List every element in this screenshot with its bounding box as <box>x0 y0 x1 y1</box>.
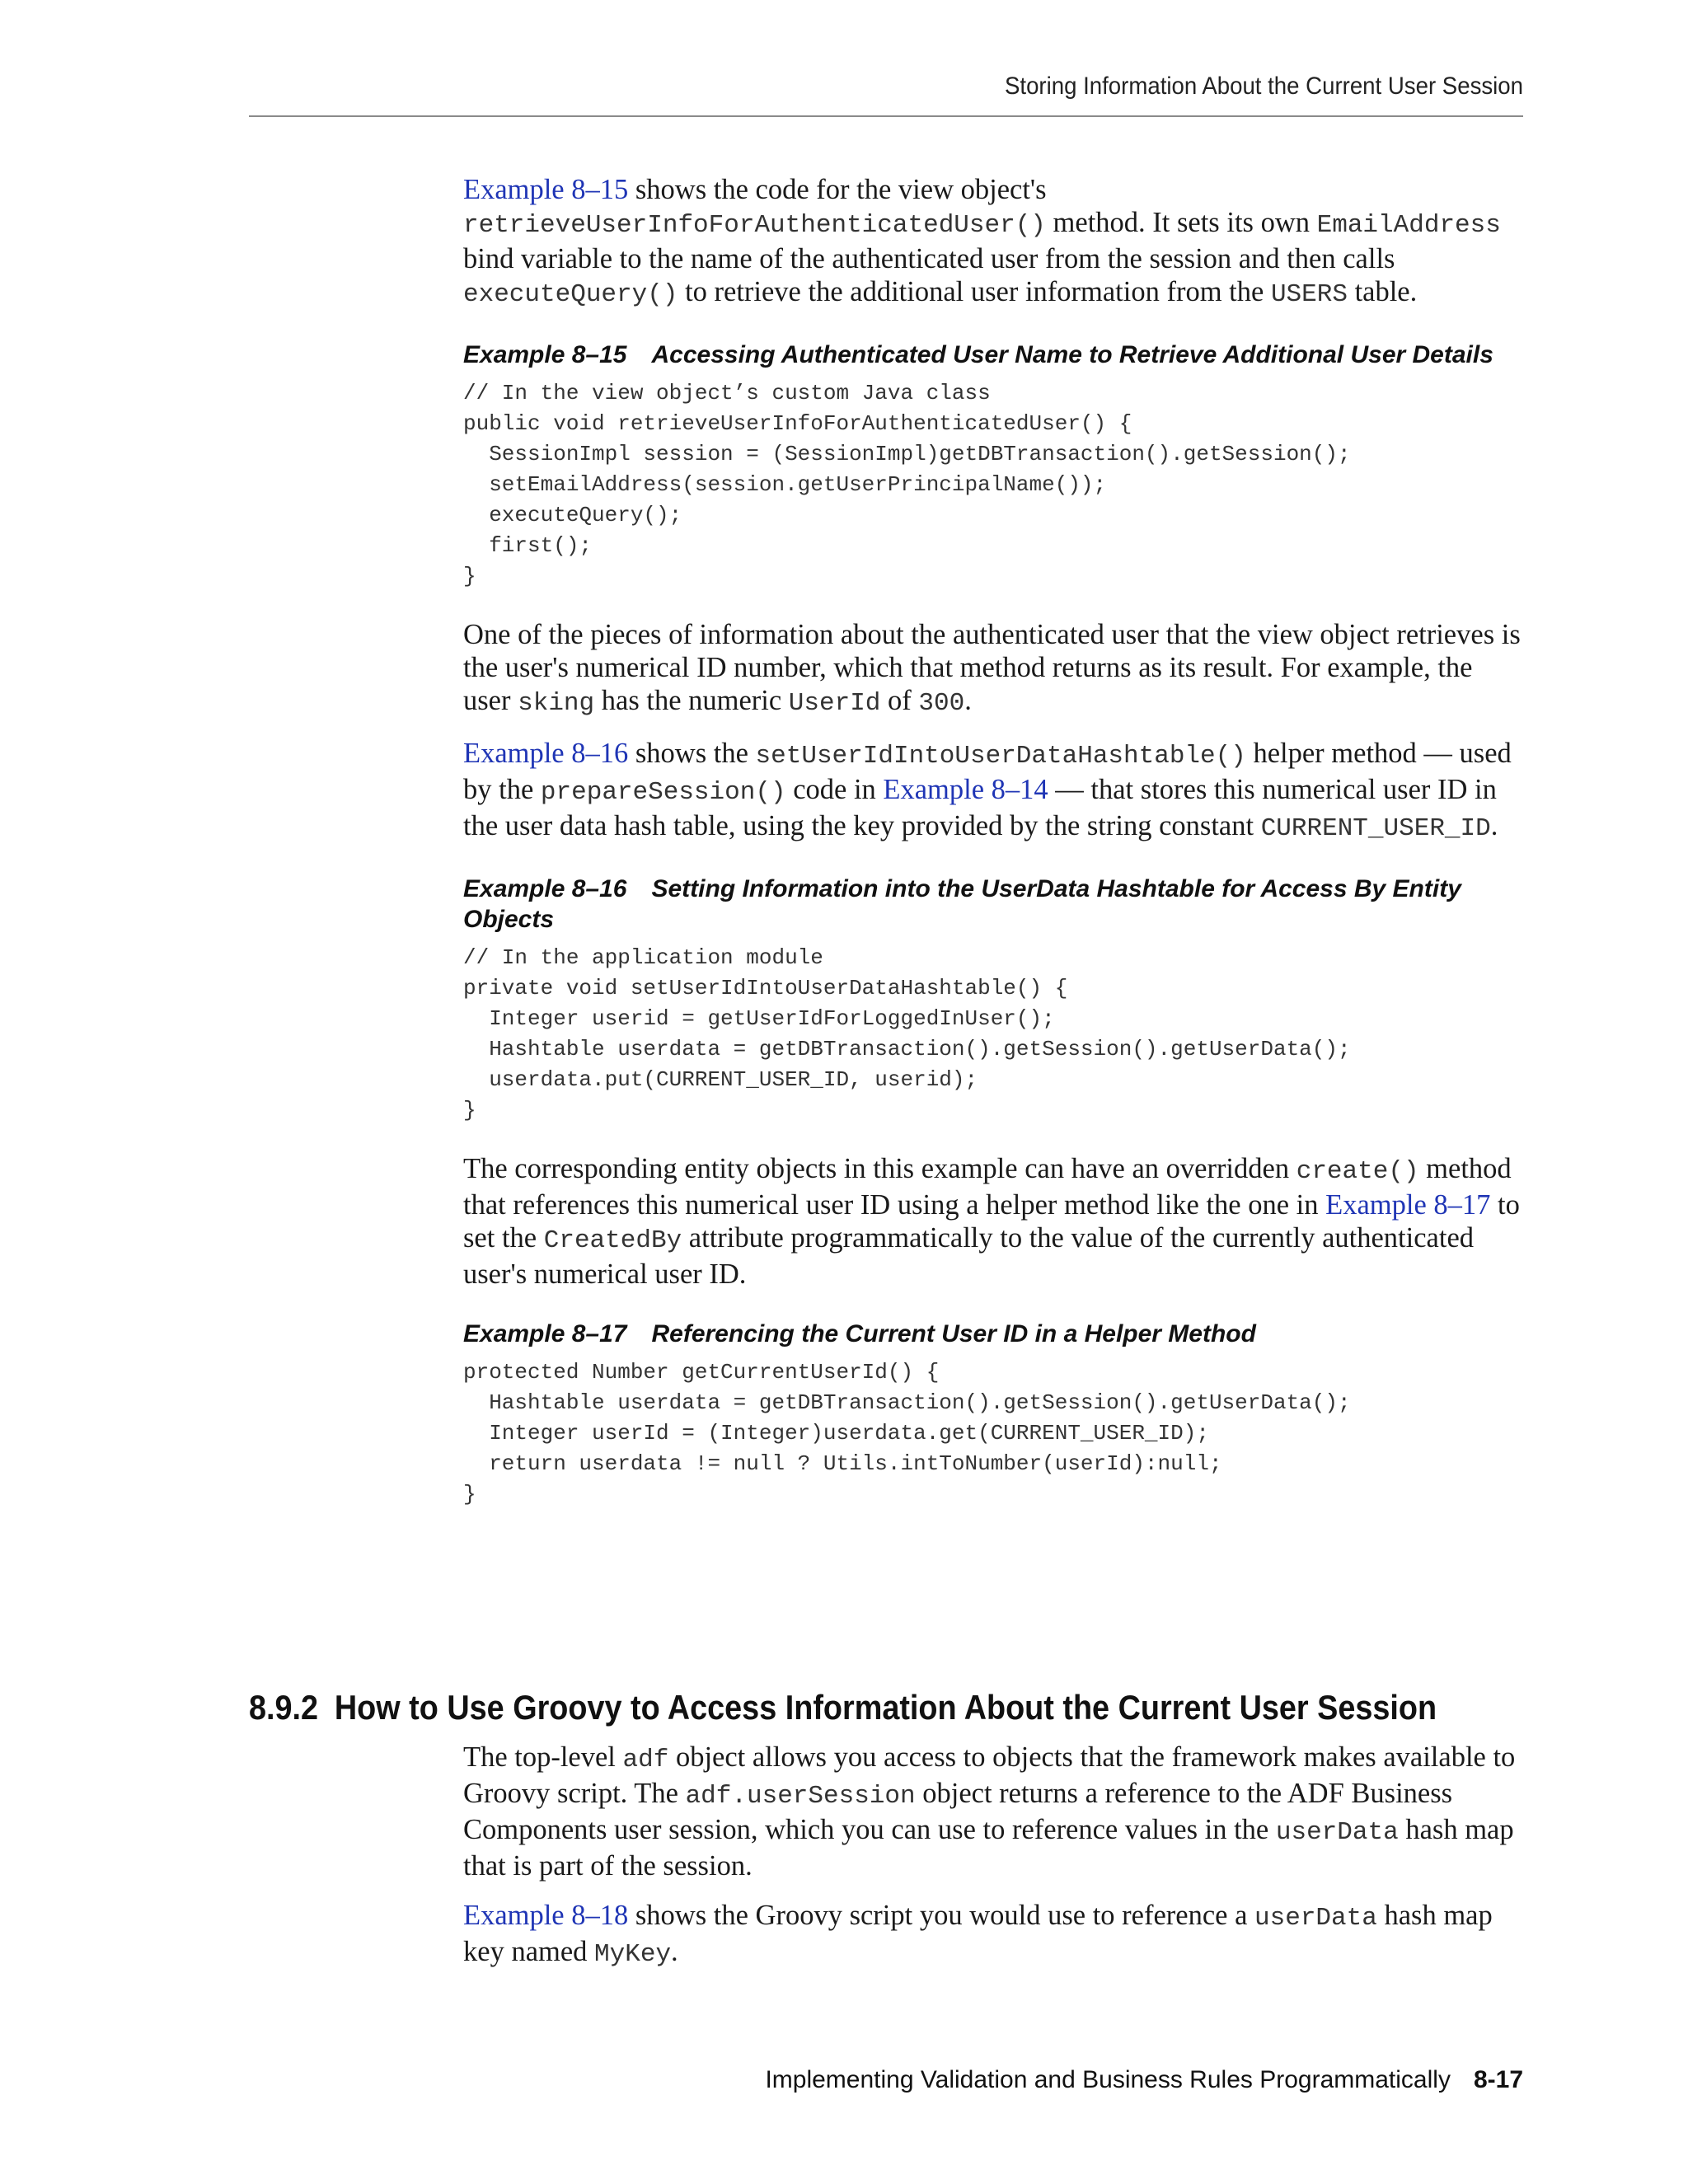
code-inline: userData <box>1275 1818 1399 1847</box>
text: code in <box>785 774 884 805</box>
code-inline: retrieveUserInfoForAuthenticatedUser() <box>463 211 1046 240</box>
link-example-8-17[interactable]: Example 8–17 <box>1325 1189 1491 1221</box>
section-content <box>463 1741 1526 1988</box>
header-divider <box>249 115 1523 117</box>
code-inline: CURRENT_USER_ID <box>1260 814 1491 843</box>
example-number: Example 8–15 <box>463 341 627 368</box>
section-heading <box>249 1688 1437 1727</box>
example-caption-8-16 <box>463 874 1526 935</box>
text: bind variable to the name of the authenticated user from the session and then calls <box>463 243 1395 274</box>
code-inline: adf <box>622 1746 669 1774</box>
code-block-8-17: protected Number getCurrentUserId() { Hashtable userdata = getDBTransaction().getSession().getUserData(); Integer userId = (Integer)userdata.get(CURRENT_USER_ID); return userdata != null ? Utils.intToNumber(userId):null; } <box>463 1360 1351 1507</box>
section-number: 8.9.2 <box>249 1688 319 1727</box>
text: object allows you access to objects that the framework makes available to Groovy script. The <box>463 1741 1516 1809</box>
text: . <box>1490 810 1498 841</box>
example-title: Setting Information into the UserData Hashtable for Access By Entity Objects <box>463 875 1461 933</box>
paragraph-intro <box>463 173 1526 312</box>
code-inline: executeQuery() <box>463 280 678 309</box>
example-number: Example 8–16 <box>463 875 627 902</box>
text: hash map key named <box>463 1900 1493 1967</box>
code-inline: UserId <box>788 689 881 718</box>
example-title: Referencing the Current User ID in a Helper Method <box>651 1320 1256 1347</box>
code-inline: USERS <box>1270 280 1348 309</box>
paragraph-user-id <box>463 618 1526 720</box>
text: table. <box>1347 276 1418 307</box>
code-inline: adf.userSession <box>685 1782 916 1811</box>
example-number: Example 8–17 <box>463 1320 627 1347</box>
section-title: How to Use Groovy to Access Information About the Current User Session <box>334 1688 1437 1727</box>
running-header: Storing Information About the Current User Session <box>1005 73 1523 100</box>
text: . <box>964 685 972 716</box>
example-title: Accessing Authenticated User Name to Retrieve Additional User Details <box>651 341 1493 368</box>
code-inline: CreatedBy <box>543 1226 682 1255</box>
page-footer <box>249 2066 1523 2094</box>
paragraph-helper-method <box>463 737 1526 846</box>
paragraph-groovy-mykey <box>463 1899 1526 1971</box>
code-inline: MyKey <box>594 1940 672 1969</box>
text: method. It sets its own <box>1045 207 1317 238</box>
code-block-8-15: // In the view object’s custom Java class public void retrieveUserInfoForAuthenticatedUser() { SessionImpl session = (SessionImpl)getDBTransaction().getSession(); setEmailAddress(session.getUserPrincipalName()); executeQuery(); first(); } <box>463 381 1351 588</box>
code-inline: sking <box>518 689 595 718</box>
text: . <box>671 1936 678 1967</box>
text: has the numeric <box>594 685 789 716</box>
code-inline: EmailAddress <box>1316 211 1501 240</box>
link-example-8-14[interactable]: Example 8–14 <box>883 774 1048 805</box>
link-example-8-18[interactable]: Example 8–18 <box>463 1900 629 1931</box>
link-example-8-15[interactable]: Example 8–15 <box>463 174 629 205</box>
code-inline: prepareSession() <box>540 778 786 807</box>
footer-book-title: Implementing Validation and Business Rules Programmatically <box>765 2066 1451 2093</box>
page-number: 8-17 <box>1473 2066 1523 2093</box>
text: of <box>880 685 919 716</box>
text: hash map that is part of the session. <box>463 1814 1514 1882</box>
example-caption-8-17 <box>463 1319 1526 1349</box>
code-inline: create() <box>1296 1157 1419 1186</box>
text: attribute programmatically to the value of the currently authenticated user's numerical user ID. <box>463 1222 1475 1290</box>
text: — that stores this numerical user ID in the user data hash table, using the key provided by the string constant <box>463 774 1497 841</box>
text: to retrieve the additional user information from the <box>678 276 1271 307</box>
code-inline: 300 <box>918 689 965 718</box>
code-inline: setUserIdIntoUserDataHashtable() <box>755 742 1246 771</box>
text: One of the pieces of information about the authenticated user that the view object retrieves is the user's numerical ID number, which that method returns as its result. For example, the user <box>463 619 1521 716</box>
link-example-8-16[interactable]: Example 8–16 <box>463 738 629 769</box>
text: object returns a reference to the ADF Business Components user session, which you can use to reference values in the <box>463 1778 1453 1845</box>
code-inline: userData <box>1254 1904 1377 1933</box>
code-block-8-16: // In the application module private void setUserIdIntoUserDataHashtable() { Integer userid = getUserIdForLoggedInUser(); Hashtable userdata = getDBTransaction().getSession().getUserData(); userdata.put(CURRENT_USER_ID, userid); } <box>463 945 1351 1122</box>
text: to set the <box>463 1189 1520 1254</box>
paragraph-entity-objects <box>463 1152 1526 1291</box>
text: shows the <box>628 738 756 769</box>
example-caption-8-15 <box>463 340 1526 370</box>
text: shows the code for the view object's <box>628 174 1047 205</box>
text: The corresponding entity objects in this example can have an overridden <box>463 1153 1296 1184</box>
text: The top-level <box>463 1741 623 1773</box>
text: shows the Groovy script you would use to reference a <box>628 1900 1255 1931</box>
text: helper method — used by the <box>463 738 1512 805</box>
main-content <box>463 173 1526 1536</box>
text: method that references this numerical user ID using a helper method like the one in <box>463 1153 1512 1221</box>
paragraph-groovy-adf <box>463 1741 1526 1882</box>
